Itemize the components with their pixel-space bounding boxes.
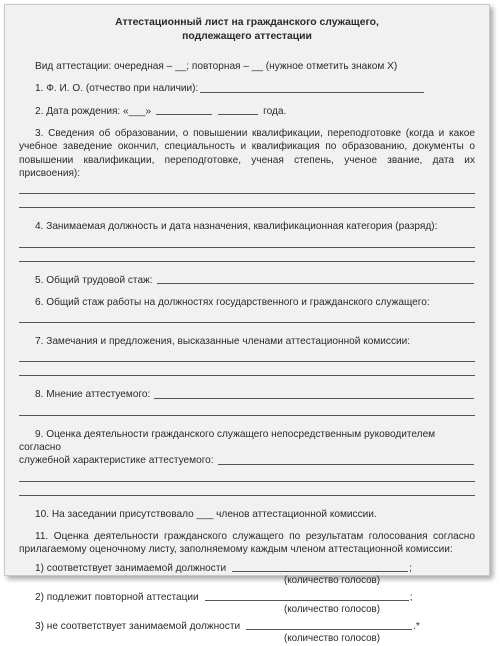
item-3-education: 3. Сведения об образовании, о повышении квалификации, переподготовке (когда и какое учебное заведение окончил, специальность и квалификация по образованию, документы о повышении квалификации, переподготовке, ученая степень, ученое звание, дата их присвоения): (19, 127, 475, 179)
option-1-row (19, 562, 475, 575)
item-6-service-experience: 6. Общий стаж работы на должностях государственного и гражданского служащего: (35, 296, 430, 308)
option-2-row (19, 591, 475, 604)
option-1-label: 1) соответствует занимаемой должности (35, 562, 227, 574)
option-1-end: ; (409, 562, 412, 574)
option-3-votes-caption: (количество голосов) (283, 633, 381, 645)
remarks-line-1[interactable] (19, 361, 475, 362)
item-1-label: 1. Ф. И. О. (отчество при наличии): (35, 83, 199, 95)
option-2-votes-caption: (количество голосов) (283, 604, 381, 616)
opinion-field[interactable] (154, 398, 474, 399)
item-9-label-cont: служебной характеристике аттестуемого: (19, 455, 214, 467)
option-3-row (19, 620, 475, 633)
item-5-label: 5. Общий трудовой стаж: (35, 274, 153, 286)
education-line-2[interactable] (19, 207, 475, 208)
option-1-votes-field[interactable] (232, 571, 408, 572)
item-9-evaluation: 9. Оценка деятельности гражданского служащего непосредственным руководителем согласно (19, 428, 436, 454)
service-experience-line[interactable] (19, 322, 475, 323)
fio-field[interactable] (200, 92, 424, 93)
evaluation-line-2[interactable] (19, 495, 475, 496)
item-4-position: 4. Занимаемая должность и дата назначения, квалификационная категория (разряд): (35, 221, 438, 233)
item-2-suffix: года. (263, 105, 287, 117)
education-line-1[interactable] (19, 193, 475, 194)
item-9-evaluation-cont (19, 454, 475, 467)
item-5-experience (19, 274, 475, 287)
option-3-label: 3) не соответствует занимаемой должности (35, 621, 241, 633)
evaluation-line-1[interactable] (19, 481, 475, 482)
option-3-end: .* (413, 621, 420, 633)
title-line-1: Аттестационный лист на гражданского служащего, (115, 17, 379, 28)
position-line-1[interactable] (19, 247, 475, 248)
option-2-label: 2) подлежит повторной аттестации (35, 591, 199, 603)
birth-year-field[interactable] (218, 114, 258, 115)
remarks-line-2[interactable] (19, 375, 475, 376)
item-10-attendance: 10. На заседании присутствовало ___ членов аттестационной комиссии. (35, 508, 377, 520)
opinion-line[interactable] (19, 415, 475, 416)
experience-field[interactable] (157, 283, 474, 284)
item-8-label: 8. Мнение аттестуемого: (35, 389, 151, 401)
item-2-label: 2. Дата рождения: «___» (35, 105, 152, 117)
position-line-2[interactable] (19, 261, 475, 262)
option-2-votes-field[interactable] (205, 600, 409, 601)
attestation-kind: Вид аттестации: очередная – __; повторная – __ (нужное отметить знаком Х) (35, 61, 398, 73)
item-1-fio (19, 82, 475, 95)
option-2-end: ; (409, 591, 413, 603)
option-3-votes-field[interactable] (246, 629, 412, 630)
birth-month-field[interactable] (156, 114, 212, 115)
item-11-voting: 11. Оценка деятельности гражданского служащего по результатам голосования согласно прилагаемому оценочному листу, заполняемому каждым членом аттестационной комиссии: (19, 531, 475, 556)
item-7-remarks: 7. Замечания и предложения, высказанные членами аттестационной комиссии: (35, 336, 411, 348)
option-1-votes-caption: (количество голосов) (283, 574, 381, 586)
title-line-2: подлежащего аттестации (182, 30, 312, 42)
evaluation-field[interactable] (218, 464, 474, 465)
item-8-opinion (19, 388, 475, 401)
item-2-birthdate (19, 105, 475, 118)
attestation-sheet (4, 4, 490, 645)
document-title (19, 16, 475, 43)
